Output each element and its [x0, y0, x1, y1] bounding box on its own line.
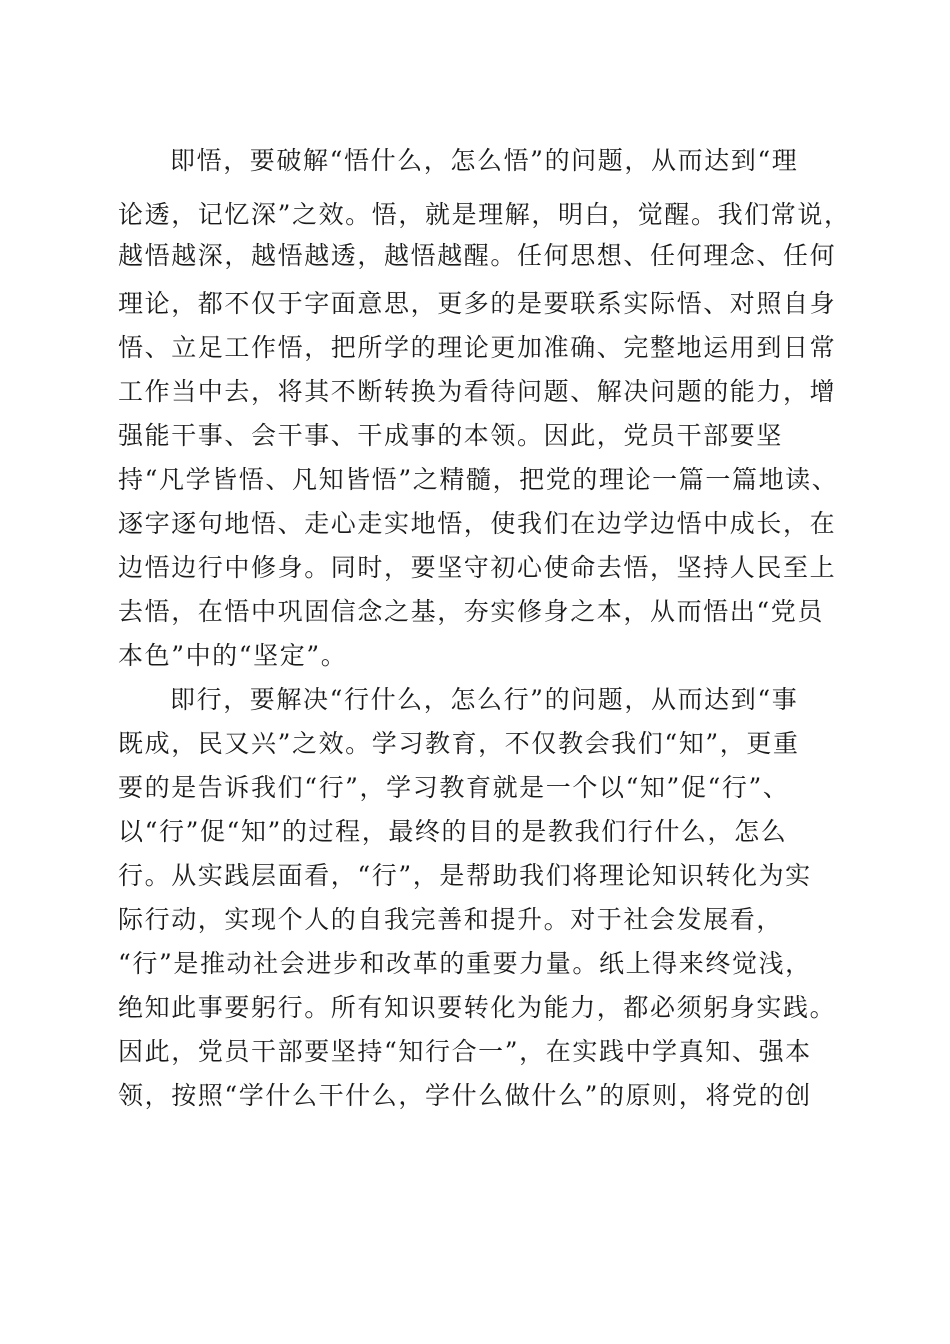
paragraph-line: 悟、立足工作悟，把所学的理论更加准确、完整地运用到日常	[118, 333, 837, 362]
paragraph-line: 边悟边行中修身。同时，要坚守初心使命去悟，坚持人民至上	[118, 553, 837, 582]
paragraph-line: “行”是推动社会进步和改革的重要力量。纸上得来终觉浅，	[118, 949, 812, 978]
paragraph-line: 持“凡学皆悟、凡知皆悟”之精髓，把党的理论一篇一篇地读、	[118, 465, 839, 494]
paragraph-line: 领，按照“学什么干什么，学什么做什么”的原则，将党的创	[118, 1081, 812, 1110]
paragraph-line: 行。从实践层面看，“行”，是帮助我们将理论知识转化为实	[118, 861, 812, 890]
paragraph-line: 即行，要解决“行什么，怎么行”的问题，从而达到“事	[170, 685, 799, 714]
paragraph-line: 本色”中的“坚定”。	[118, 641, 348, 670]
paragraph-line: 去悟，在悟中巩固信念之基，夯实修身之本，从而悟出“党员	[118, 597, 824, 626]
paragraph-line: 以“行”促“知”的过程，最终的目的是教我们行什么，怎么	[118, 817, 788, 846]
paragraph-line: 绝知此事要躬行。所有知识要转化为能力，都必须躬身实践。	[118, 993, 837, 1022]
paragraph-line: 越悟越深，越悟越透，越悟越醒。任何思想、任何理念、任何	[118, 241, 837, 270]
paragraph-line: 理论，都不仅于字面意思，更多的是要联系实际悟、对照自身	[118, 289, 837, 318]
paragraph-line: 工作当中去，将其不断转换为看待问题、解决问题的能力，增	[118, 377, 837, 406]
paragraph-line: 逐字逐句地悟、走心走实地悟，使我们在边学边悟中成长，在	[118, 509, 837, 538]
paragraph-line: 强能干事、会干事、干成事的本领。因此，党员干部要坚	[118, 421, 784, 450]
paragraph-line: 论透，记忆深”之效。悟，就是理解，明白，觉醒。我们常说，	[118, 200, 851, 229]
paragraph-line: 际行动，实现个人的自我完善和提升。对于社会发展看，	[118, 905, 784, 934]
paragraph-line: 既成，民又兴”之效。学习教育，不仅教会我们“知”，更重	[118, 729, 800, 758]
paragraph-line: 因此，党员干部要坚持“知行合一”，在实践中学真知、强本	[118, 1037, 812, 1066]
paragraph-line: 即悟，要破解“悟什么，怎么悟”的问题，从而达到“理	[170, 146, 799, 175]
paragraph-line: 要的是告诉我们“行”，学习教育就是一个以“知”促“行”、	[118, 773, 790, 802]
